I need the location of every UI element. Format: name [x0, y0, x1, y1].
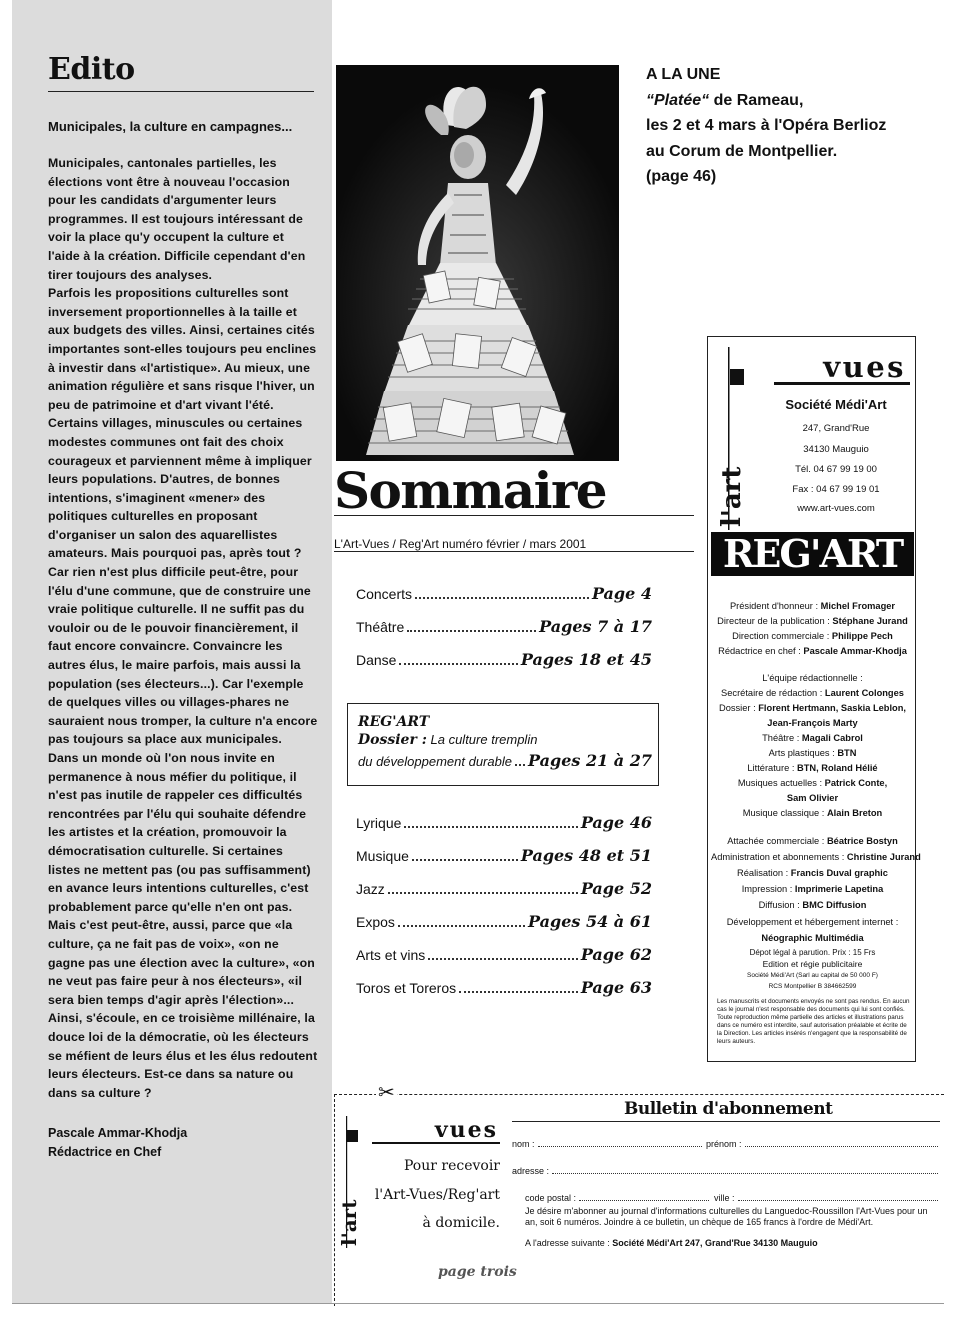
credit-line: Société Médi'Art (Sarl au capital de 50 000 F): [747, 972, 878, 979]
toc-regart-dossier-box[interactable]: [347, 703, 659, 786]
pitch-line: l'Art-Vues/Reg'art: [374, 1186, 500, 1203]
toc-label: Expos: [356, 914, 395, 930]
credit-line: Edition et régie publicitaire: [762, 959, 863, 969]
credit-line: Néographic Multimédia: [761, 933, 864, 943]
a-la-une-page: (page 46): [646, 168, 717, 185]
toc-leader: [399, 663, 517, 665]
toc-page: Pages 18 et 45: [520, 650, 652, 669]
bulletin-rule: [512, 1121, 940, 1122]
credit-line: Littérature : BTN, Roland Hélié: [747, 763, 878, 773]
toc-page: Pages 48 et 51: [520, 846, 652, 865]
opera-singer-illustration: [336, 65, 619, 461]
signature-role: Rédactrice en Chef: [48, 1144, 162, 1159]
toc-item-concerts[interactable]: [356, 584, 652, 603]
credit-line: Jean-François Marty: [767, 718, 858, 728]
toc-page: Page 46: [580, 813, 652, 832]
address-line: 247, Grand'Rue: [802, 423, 870, 434]
a-la-une-work: “Platée“: [646, 91, 710, 109]
credit-line: Administration et abonnements : Christine Jurand: [711, 852, 921, 862]
edito-title: Edito: [48, 50, 314, 92]
logo-vues-text: vues: [774, 349, 910, 385]
field-dots: [538, 1146, 702, 1147]
regart-logo: REG'ART: [711, 532, 914, 576]
toc-leader: [398, 925, 525, 927]
credit-line: Secrétaire de rédaction : Laurent Colonges: [721, 688, 904, 698]
cut-line-top: [334, 1094, 944, 1095]
toc-leader: [388, 892, 578, 894]
prenom-field[interactable]: [706, 1139, 938, 1149]
field-dots: [738, 1200, 938, 1201]
toc-page: Pages 54 à 61: [528, 912, 652, 931]
toc-label: Arts et vins: [356, 947, 426, 963]
credit-line: Musique classique : Alain Breton: [742, 808, 883, 818]
credit-line: L'équipe rédactionnelle :: [762, 673, 863, 683]
sommaire-rule: [334, 515, 694, 516]
field-dots: [552, 1173, 938, 1174]
toc-page: Page 52: [580, 879, 652, 898]
toc-leader: [404, 826, 577, 828]
credit-line: Rédactrice en chef : Pascale Ammar-Khodja: [718, 646, 907, 656]
toc-label: Danse: [356, 652, 397, 668]
toc-label: Musique: [356, 848, 409, 864]
toc-label: Lyrique: [356, 815, 402, 831]
edito-paragraph: Municipales, cantonales partielles, les élections vont être à nouveau l'occasion pour les candidats d'argumenter leurs programmes. Il est toujours intéressant de voir la place qu'y occupent la culture et l'aide à la création. Difficile cependant d'en tirer toujours des analyses.: [48, 156, 306, 282]
scissors-icon: ✂: [378, 1082, 395, 1104]
toc-leader: [428, 958, 578, 960]
toc-page: Page 62: [580, 945, 652, 964]
a-la-une-line1: [646, 88, 936, 114]
address-line: 34130 Mauguio: [803, 444, 869, 455]
credit-line: Direction commerciale : Philippe Pech: [732, 631, 893, 641]
art-vues-logo-vertical-small: [337, 1116, 368, 1248]
toc-item-theatre[interactable]: [356, 617, 652, 636]
a-la-une-composer: de Rameau,: [709, 91, 804, 109]
nom-field[interactable]: [512, 1139, 702, 1149]
field-label: code postal :: [525, 1193, 577, 1203]
credit-line: RCS Montpellier B 384662599: [768, 983, 857, 990]
toc-leader: [407, 630, 536, 632]
dossier-label: Dossier :: [358, 732, 427, 748]
field-dots: [579, 1200, 709, 1201]
toc-item-toros[interactable]: [356, 978, 652, 997]
phone: Tél. 04 67 99 19 00: [795, 464, 877, 475]
logo-vues-text: vues: [372, 1116, 500, 1144]
company-name: Société Médi'Art: [785, 397, 887, 412]
credit-line: Arts plastiques : BTN: [768, 748, 857, 758]
field-dots: [745, 1146, 938, 1147]
toc-leader: [515, 764, 525, 766]
fax: Fax : 04 67 99 19 01: [792, 484, 880, 495]
bottom-rule: [12, 1303, 944, 1304]
toc-page: Pages 7 à 17: [539, 617, 652, 636]
edito-paragraph: Dans un monde où l'on nous invite en permanence à nous méfier du politique, il n'est pas inutile de rappeler ces difficultés rencontrées par l'élu qui souhaite défendre les artistes et la création, promouvoir la démocratisation culturelle. Si certaines listes ne mettent pas (ou pas suffisamment) en avance leurs intentions culturelles, c'est probablement parce qu'elle n'en ont pas. Mais c'est peut-être, aussi, parce que «la culture, ça ne fait pas de voix», «on ne gagne pas une élection avec la culture», «on ne veut pas faire peur à nos électeurs», «il sera bien temps d'agir après l'élection»...: [48, 751, 315, 1007]
toc-label: Théâtre: [356, 619, 405, 635]
toc-item-arts-et-vins[interactable]: [356, 945, 652, 964]
logo-art-text: l'art: [717, 466, 747, 527]
toc-item-jazz[interactable]: [356, 879, 652, 898]
pitch-line: à domicile.: [422, 1215, 500, 1231]
toc-item-danse[interactable]: [356, 650, 652, 669]
a-la-une-line3: au Corum de Montpellier.: [646, 142, 838, 160]
credit-line: Président d'honneur : Michel Fromager: [729, 601, 896, 611]
subscription-address: A l'adresse suivante : Société Médi'Art 247, Grand'Rue 34130 Mauguio: [525, 1238, 818, 1248]
website-link[interactable]: www.art-vues.com: [797, 503, 875, 514]
legal-notice: Les manuscrits et documents envoyés ne sont pas rendus. En aucun cas le journal n'est responsable des documents qui lui sont confiés. Toute reproduction même partielle des articles et illustrations parus dans ce numéro est interdite, sauf autorisation préalable et écrite de la Direction. Les articles insérés n'engagent que la responsabilité de leurs auteurs.: [717, 998, 910, 1045]
toc-item-musique[interactable]: [356, 846, 652, 865]
regart-box-dossier: [358, 732, 537, 748]
dossier-text-2: du développement durable: [358, 754, 512, 769]
logo-art-text: l'art: [337, 1199, 361, 1246]
art-vues-logo-vertical: [717, 347, 756, 530]
edito-paragraph: Parfois les propositions culturelles sont inversement proportionnelles à la taille et aux budgets des villes. Ainsi, certaines cités importantes sont-elles toujours peu enclines à investir dans «l'artistique». Au mieux, une animation régulière et sans risque l'hiver, un peu de patrimoine et d'art vivant l'été. Certains villages, minuscules ou certaines modestes communes ont fait des choix courageux et parviennent même à impliquer leurs populations. D'autres, de bonnes intentions, s'imaginent «mener» des politiques culturelles en proposant d'organiser un salon des aquarellistes amateurs. Mais pourquoi pas, après tout ? Car rien n'est plus difficile peut-être, pour l'élu d'une commune, que de construire une vraie politique culturelle. Il ne suffit pas du vouloir ou de le pouvoir financièrement, il faut encore convaincre. Convaincre les autres élus, le maire parfois, mais aussi la population (ses électeurs...). Car l'exemple de quelques villes ou villages-phares ne sauraient nous tromper, la culture n'a encore pas toujours sa place aux municipales.: [48, 286, 318, 747]
field-label: adresse :: [512, 1166, 550, 1176]
subscription-text: Je désire m'abonner au journal d'informations culturelles du Languedoc-Roussillon l'Art-Vues pour un an, soit 6 numéros. Joindre à ce bulletin, un chèque de 165 francs à l'ordre de Médi'Art.: [525, 1206, 928, 1227]
credit-line: Attachée commerciale : Béatrice Bostyn: [727, 836, 898, 846]
credit-line: Directeur de la publication : Stéphane Jurand: [717, 616, 908, 626]
credit-line: Développement et hébergement internet :: [726, 917, 899, 927]
pitch-line: Pour recevoir: [403, 1158, 500, 1174]
toc-label: Jazz: [356, 881, 385, 897]
toc-leader: [415, 597, 589, 599]
sommaire-issue: L'Art-Vues / Reg'Art numéro février / mars 2001: [334, 537, 587, 551]
credit-line: Impression : Imprimerie Lapetina: [741, 884, 884, 894]
field-label: nom :: [512, 1139, 535, 1149]
subscription-pitch: [366, 1152, 500, 1238]
cut-line-left: [334, 1094, 335, 1306]
edito-column: [12, 0, 332, 1304]
toc-item-lyrique[interactable]: [356, 813, 652, 832]
sommaire-rule: [334, 551, 694, 552]
credit-line: Sam Olivier: [786, 793, 839, 803]
field-label: prénom :: [706, 1139, 742, 1149]
masthead-box: [707, 336, 921, 1062]
regart-box-title: REG'ART: [358, 714, 430, 730]
toc-page: Page 4: [591, 584, 652, 603]
edito-paragraph: Ainsi, s'écoule, en ce troisième millénaire, la douce loi de la démocratie, où les électeurs se méfient de leurs élus et les élus redoutent leurs électeurs. Est-ce dans sa nature ou dans sa culture ?: [48, 1011, 318, 1100]
edito-subtitle: Municipales, la culture en campagnes...: [48, 119, 293, 134]
credit-line: Musiques actuelles : Patrick Conte,: [737, 778, 888, 788]
toc-page: Pages 21 à 27: [528, 751, 652, 770]
credit-line: Théâtre : Magali Cabrol: [762, 733, 863, 743]
field-label: ville :: [714, 1193, 735, 1203]
toc-item-expos[interactable]: [356, 912, 652, 931]
toc-leader: [412, 859, 518, 861]
toc-label: Toros et Toreros: [356, 980, 457, 996]
credit-line: Réalisation : Francis Duval graphic: [737, 868, 888, 878]
credit-line: Diffusion : BMC Diffusion: [758, 900, 867, 910]
toc-page: Page 63: [580, 978, 652, 997]
page-number: page trois: [438, 1264, 517, 1280]
toc-label: Concerts: [356, 586, 413, 602]
code-postal-field[interactable]: [525, 1193, 709, 1203]
regart-box-row: [358, 751, 652, 770]
credit-line: Dossier : Florent Hertmann, Saskia Leblon,: [718, 703, 906, 713]
bulletin-title: Bulletin d'abonnement: [624, 1099, 833, 1119]
toc-leader: [459, 991, 578, 993]
a-la-une-line2: les 2 et 4 mars à l'Opéra Berlioz: [646, 117, 887, 134]
sommaire-title: Sommaire: [334, 461, 607, 520]
signature-name: Pascale Ammar-Khodja: [48, 1126, 188, 1141]
cover-photo-platee: [336, 65, 619, 461]
a-la-une: [646, 62, 936, 190]
edito-body: [48, 154, 318, 1102]
dossier-text: La culture tremplin: [426, 732, 538, 747]
edito-signature: [48, 1124, 318, 1161]
adresse-field[interactable]: [512, 1166, 938, 1176]
a-la-une-heading: A LA UNE: [646, 66, 721, 83]
ville-field[interactable]: [714, 1193, 938, 1203]
credit-line: Dépot légal à parution. Prix : 15 Frs: [749, 948, 876, 957]
